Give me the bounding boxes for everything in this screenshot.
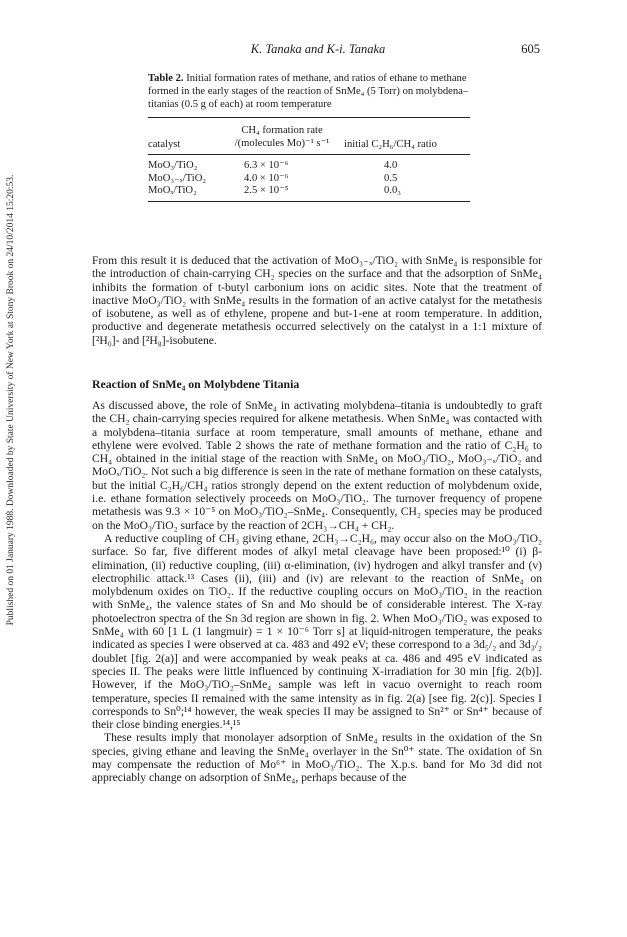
table-header (148, 124, 470, 154)
table-row (148, 172, 470, 185)
page-number: 605 (521, 42, 540, 56)
cell-ratio: 4.0 (384, 160, 398, 171)
table-row (148, 159, 470, 172)
paragraph-1: From this result it is deduced that the activation of MoO₃₋ₓ/TiO₂ with SnMe₄ is responsible for the introduction of chain-carrying CH₂ species on the surface and that the adsorption of SnMe₄ inhibits the formation of t-butyl carbonium ions on acidic sites. Note that the treatment of inactive MoO₃/TiO₂ with SnMe₄ results in the formation of an active catalyst for the metathesis of isobutene, as well as of ethylene, propene and but-1-ene at room temperature. In addition, productive and degenerate metathesis occurred selectively on the catalyst in a 1:1 mixture of [²H₀]- and [²H₈]-isobutene. (92, 254, 542, 347)
cell-ratio: 0.5 (384, 172, 398, 184)
table-2 (148, 72, 470, 202)
cell-rate: 6.3 × 10⁻⁶ (244, 160, 289, 171)
col-header-rate-line2: /(molecules Mo)⁻¹ s⁻¹ (234, 138, 330, 149)
table-bottom-rule (148, 201, 470, 202)
download-watermark (4, 60, 18, 740)
col-header-rate-line1: CH₄ formation rate (241, 125, 323, 136)
cell-ratio: 0.0₃ (384, 185, 401, 196)
cell-rate: 4.0 × 10⁻⁶ (244, 172, 289, 184)
cell-rate: 2.5 × 10⁻⁵ (244, 185, 289, 196)
table-top-rule (148, 117, 470, 118)
paragraph-intro (92, 254, 542, 347)
table-body (148, 159, 470, 201)
section-heading: Reaction of SnMe₄ on Molybdene Titania (92, 377, 300, 391)
paragraph-4: These results imply that monolayer adsorption of SnMe₄ results in the oxidation of the Sn species, giving ethane and leaving the SnMe₄ overlayer in the Sn⁰⁺ state. The oxidation of Sn may compensate the reduction of Mo⁶⁺ in MoO₃/TiO₂. The X.p.s. band for Mo 3d did not appreciably change on adsorption of SnMe₄, perhaps because of the (92, 731, 542, 785)
paragraph-2: As discussed above, the role of SnMe₄ in activating molybdena–titania is undoubtedly to graft the CH₂ chain-carrying species required for alkene metathesis. When SnMe₄ was contacted with a molybdena–titania surface at room temperature, small amounts of methane, ethane and ethylene were evolved. Table 2 shows the rate of methane formation and the ratio of C₂H₆ to CH₄ obtained in the initial stage of the reaction with SnMe₄ on MoO₃/TiO₂, MoO₃₋ₓ/TiO₂ and MoOₓ/TiO₂. Not such a big difference is seen in the rate of methane formation on these catalysts, but the initial C₂H₆/CH₄ ratios strongly depend on the extent reduction of molybdenum oxide, i.e. ethane formation selectively proceeds on MoO₃/TiO₂. The turnover frequency of propene metathesis was 9.3 × 10⁻⁵ on MoO₃/TiO₂–SnMe₄. Consequently, CH₂ species may be produced on the MoO₃/TiO₂ surface by the reaction of 2CH₃→CH₄ + CH₂. (92, 399, 542, 532)
paragraph-3: A reductive coupling of CH₃ giving ethane, 2CH₃→C₂H₆, may occur also on the MoO₃/TiO₂ surface. So far, five different modes of alkyl metal cleavage have been proposed:¹⁰ (i) β-elimination, (ii) reductive coupling, (iii) α-elimination, (iv) hydrogen and alkyl transfer and (v) electrophilic attack.¹³ Cases (ii), (iii) and (iv) are relevant to the reaction of SnMe₄ on molybdenum oxides on TiO₂. If the reductive coupling occurs on MoO₃/TiO₂ in the reaction with SnMe₄, the valence states of Sn and Mo should be of considerable interest. The X-ray photoelectron spectra of the Sn 3d region are shown in fig. 2. When MoO₃/TiO₂ was exposed to SnMe₄ with 60 [1 L (1 langmuir) = 1 × 10⁻⁶ Torr s] at liquid-nitrogen temperature, the peaks indicated as species I were observed at ca. 483 and 492 eV; these correspond to a 3d₅/₂ and 3d₃/₂ doublet [fig. 2(a)] and were accompanied by weak peaks at ca. 486 and 495 eV indicated as species II. The peaks were little influenced by continuing X-irradiation for 30 min [fig. 2(b)]. However, if the MoO₃/TiO₂–SnMe₄ sample was left in vacuo overnight to reach room temperature, species II remained with the same intensity as in fig. 2(a) [see fig. 2(c)]. Species I corresponds to Sn⁰;¹⁴ however, the weak species II may be assigned to Sn²⁺ or Sn⁴⁺ because of their close binding energies.¹⁴,¹⁵ (92, 531, 542, 732)
table-label: Table 2. (148, 73, 184, 84)
table-row (148, 184, 470, 197)
cell-catalyst: MoO₃₋ₓ/TiO₂ (148, 172, 207, 184)
table-caption-text: Initial formation rates of methane, and ratios of ethane to methane formed in the early stages of the reaction of SnMe₄ (5 Torr) on molybdena–titanias (0.5 g of each) at room temperature (148, 73, 469, 110)
col-header-catalyst: catalyst (148, 139, 181, 150)
table-header-rule (148, 154, 470, 155)
col-header-rate (228, 124, 336, 150)
col-header-ratio: initial C₂H₆/CH₄ ratio (344, 139, 437, 150)
running-header (96, 42, 540, 58)
cell-catalyst: MoO₃/TiO₂ (148, 160, 198, 171)
table-caption (148, 72, 470, 111)
header-authors: K. Tanaka and K-i. Tanaka (250, 42, 386, 56)
cell-catalyst: MoOₓ/TiO₂ (148, 185, 197, 196)
section-body (92, 399, 542, 785)
watermark-text: Published on 01 January 1988. Downloaded by State University of New York at Stony Brook on 24/10/2014 15:20:53. (6, 174, 16, 626)
